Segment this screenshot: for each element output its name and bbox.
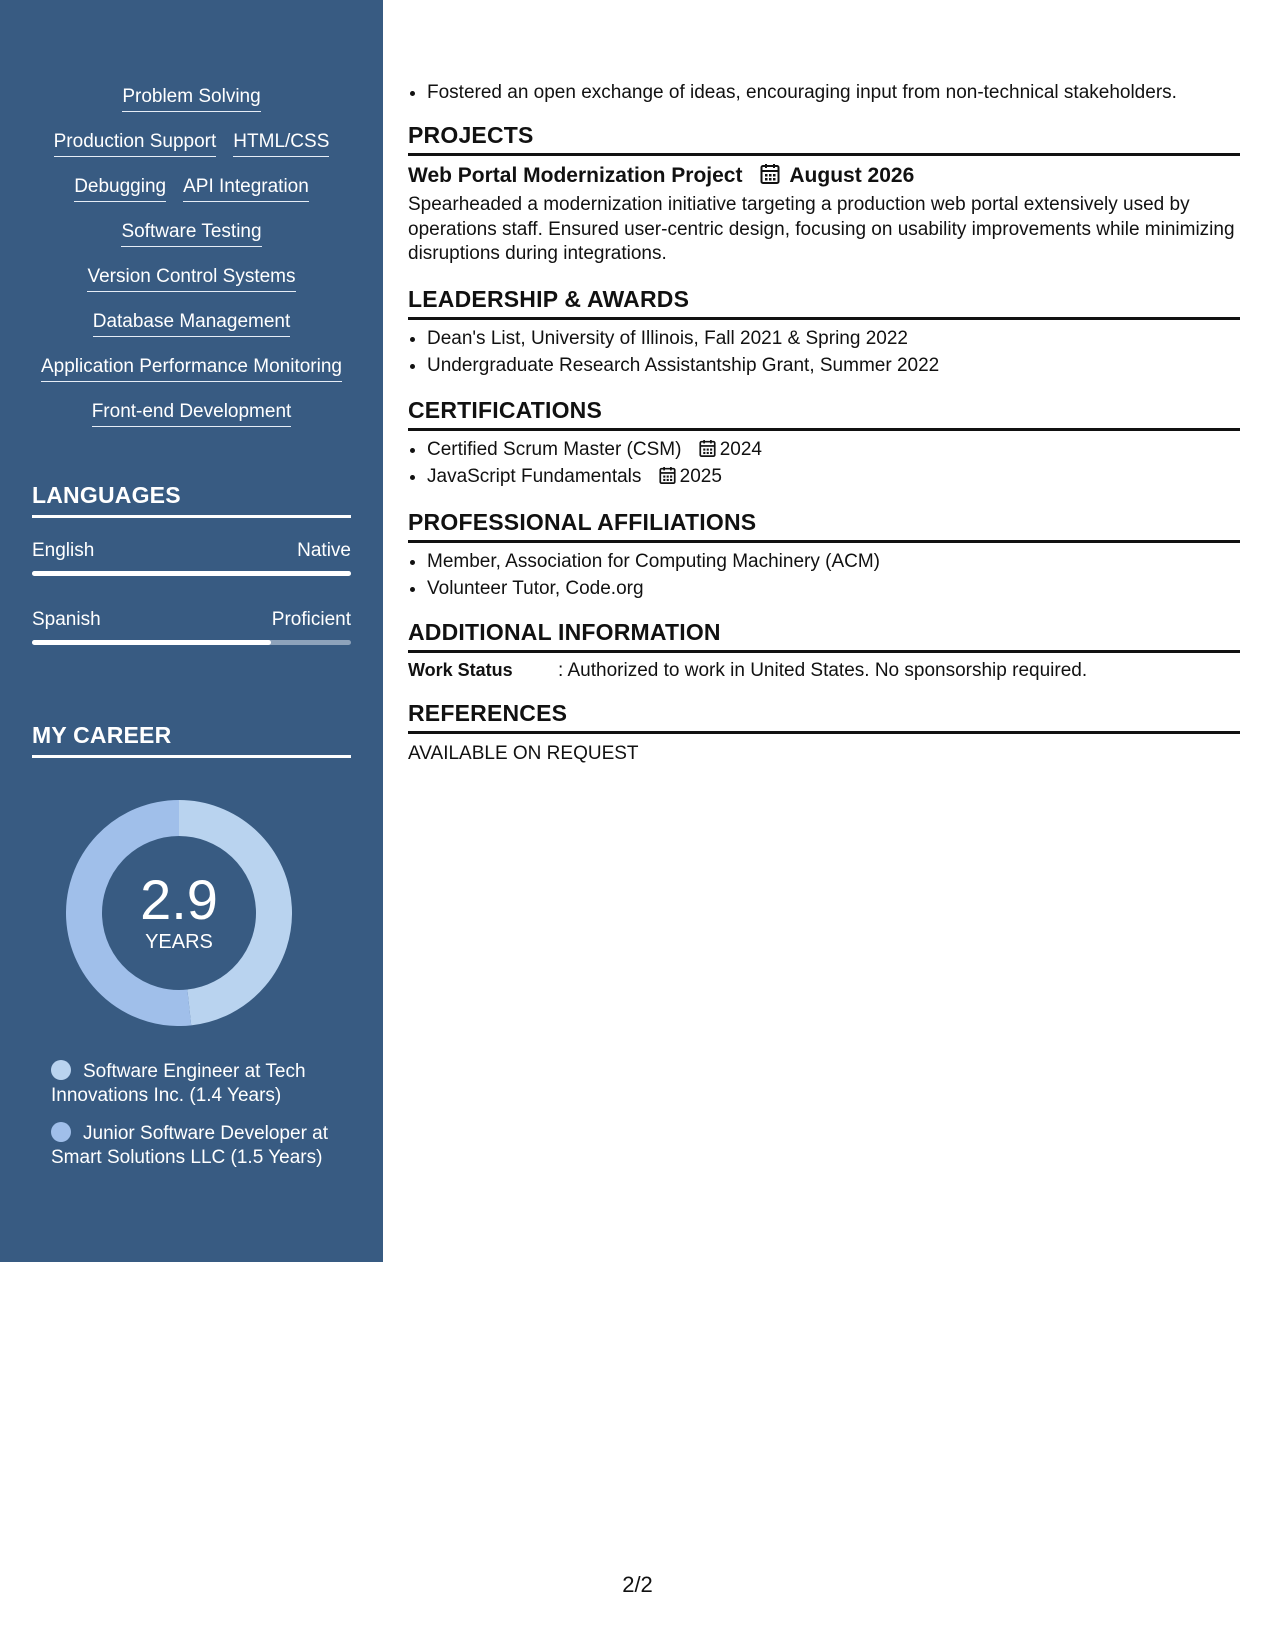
project-title-row — [408, 163, 1240, 189]
skills-row — [0, 311, 383, 356]
language-bar-fill — [32, 640, 271, 645]
skills-list — [0, 86, 383, 446]
certification-year: 2025 — [679, 466, 722, 487]
skills-row — [0, 131, 383, 176]
list-item — [427, 463, 1259, 490]
calendar-icon — [699, 439, 716, 458]
project-title: Web Portal Modernization Project — [408, 164, 743, 187]
career-legend-item — [51, 1060, 341, 1108]
legend-dot-icon — [51, 1060, 71, 1080]
affiliations-list — [408, 548, 1259, 602]
references-heading: REFERENCES — [408, 700, 1240, 734]
legend-dot-icon — [51, 1122, 71, 1142]
project-entry — [408, 163, 1240, 267]
career-legend-label: Junior Software Developer at Smart Solutions LLC (1.5 Years) — [51, 1123, 329, 1168]
skills-row — [0, 86, 383, 131]
skill-tag: Problem Solving — [122, 86, 260, 112]
work-status-row — [408, 658, 1240, 684]
skill-tag: Application Performance Monitoring — [41, 356, 342, 382]
work-status-value: : Authorized to work in United States. No sponsorship required. — [558, 660, 1088, 681]
project-description: Spearheaded a modernization initiative targeting a production web portal extensively used by operations staff. Ensured user-centric design, focusing on usability improvements while minimizing disruptions during integrations. — [408, 194, 1235, 264]
list-item: • Member, Association for Computing Machinery (ACM) — [427, 548, 1259, 575]
leadership-heading: LEADERSHIP & AWARDS — [408, 286, 1240, 320]
skill-tag: Database Management — [93, 311, 291, 337]
additional-info-heading: ADDITIONAL INFORMATION — [408, 619, 1240, 653]
calendar-icon — [760, 163, 780, 185]
language-bar-fill — [32, 571, 351, 576]
list-item — [427, 436, 1259, 463]
skills-row — [0, 401, 383, 446]
certifications-list — [408, 436, 1259, 490]
language-level: Native — [297, 540, 351, 561]
sidebar — [0, 0, 383, 1262]
skill-tag: Production Support — [54, 131, 217, 157]
leadership-list — [408, 325, 1259, 379]
skills-row — [0, 356, 383, 401]
certification-year: 2024 — [719, 439, 762, 460]
career-heading: MY CAREER — [32, 722, 351, 758]
career-legend-item — [51, 1122, 341, 1170]
skills-row — [0, 176, 383, 221]
skill-tag: HTML/CSS — [233, 131, 329, 157]
list-item: • Dean's List, University of Illinois, Fall 2021 & Spring 2022 — [427, 325, 1259, 352]
affiliations-heading: PROFESSIONAL AFFILIATIONS — [408, 509, 1240, 543]
certification-name: Certified Scrum Master (CSM) — [427, 439, 682, 460]
skills-row — [0, 221, 383, 266]
certification-name: JavaScript Fundamentals — [427, 466, 642, 487]
experience-bullets — [408, 79, 1259, 106]
projects-heading: PROJECTS — [408, 122, 1240, 156]
career-legend-label: Software Engineer at Tech Innovations Inc. (1.4 Years) — [51, 1061, 306, 1106]
language-name: English — [32, 540, 95, 561]
skills-row — [0, 266, 383, 311]
career-total — [66, 870, 292, 954]
skill-tag: Front-end Development — [92, 401, 292, 427]
page-number: 2/2 — [622, 1572, 653, 1597]
skill-tag: API Integration — [183, 176, 309, 202]
list-item: • Fostered an open exchange of ideas, encouraging input from non-technical stakeholders. — [427, 79, 1259, 106]
language-bar — [32, 640, 351, 645]
list-item: • Volunteer Tutor, Code.org — [427, 575, 1259, 602]
project-date: August 2026 — [789, 164, 915, 187]
list-item: • Undergraduate Research Assistantship Grant, Summer 2022 — [427, 352, 1259, 379]
certifications-heading: CERTIFICATIONS — [408, 397, 1240, 431]
career-total-unit: YEARS — [145, 931, 213, 953]
language-level: Proficient — [271, 609, 351, 630]
references-text: AVAILABLE ON REQUEST — [408, 743, 639, 764]
calendar-icon — [659, 466, 676, 485]
career-total-value: 2.9 — [140, 868, 218, 931]
language-name: Spanish — [32, 609, 101, 630]
skill-tag: Version Control Systems — [87, 266, 295, 292]
languages-heading: LANGUAGES — [32, 482, 351, 518]
skill-tag: Debugging — [74, 176, 166, 202]
skill-tag: Software Testing — [121, 221, 261, 247]
language-bar — [32, 571, 351, 576]
work-status-label: Work Status — [408, 660, 513, 680]
